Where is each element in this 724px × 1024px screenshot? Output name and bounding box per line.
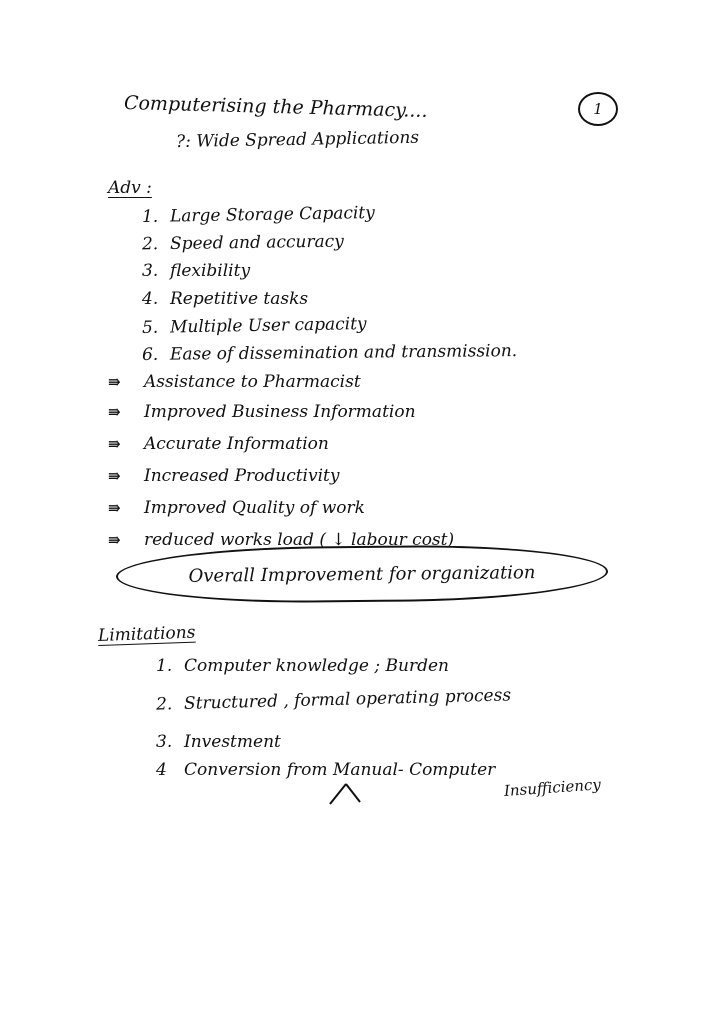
page-number: 1 xyxy=(593,100,603,118)
item-text: flexibility xyxy=(170,261,251,281)
arrow-icon: ⇛ xyxy=(108,531,121,549)
list-item xyxy=(108,466,339,486)
callout-text: Overall Improvement for organization xyxy=(188,561,536,587)
page-subtitle: ?: Wide Spread Applications xyxy=(175,127,420,152)
item-text: Large Storage Capacity xyxy=(169,202,375,227)
item-number: 1. xyxy=(141,206,159,228)
insufficiency-note: Insufficiency xyxy=(503,775,602,800)
item-number: 5. xyxy=(141,317,159,338)
branch-lines xyxy=(316,782,376,806)
arrow-icon: ⇛ xyxy=(108,403,121,421)
list-item xyxy=(142,203,375,227)
advantages-heading: Adv : xyxy=(108,178,152,198)
list-item xyxy=(142,341,517,365)
list-item xyxy=(108,372,361,392)
branch-right-line xyxy=(346,784,360,802)
item-number: 2. xyxy=(141,234,159,255)
arrow-icon: ⇛ xyxy=(108,467,121,485)
item-text: Improved Business Information xyxy=(144,402,416,422)
item-text: Computer knowledge ; Burden xyxy=(184,656,449,676)
list-item xyxy=(156,685,512,714)
list-item xyxy=(156,732,281,752)
item-number: 3. xyxy=(142,261,159,281)
branch-left-line xyxy=(330,784,346,804)
arrow-icon: ⇛ xyxy=(108,499,121,517)
item-number: 6. xyxy=(141,344,159,365)
item-number: 4. xyxy=(142,289,159,309)
arrow-icon: ⇛ xyxy=(108,373,121,391)
item-text: Multiple User capacity xyxy=(169,314,367,338)
item-text: Assistance to Pharmacist xyxy=(144,372,361,392)
item-text: Investment xyxy=(184,732,281,752)
list-item xyxy=(142,314,367,338)
item-number: 2. xyxy=(155,694,173,715)
limitations-heading: Limitations xyxy=(97,622,196,646)
overall-improvement-callout xyxy=(116,543,609,604)
list-item xyxy=(142,261,250,281)
item-text: Repetitive tasks xyxy=(170,289,309,309)
item-text: reduced works load ( ↓ labour cost) xyxy=(144,530,455,550)
item-number: 4 xyxy=(156,760,167,780)
list-item xyxy=(156,656,449,676)
list-item xyxy=(142,289,308,309)
item-text: Accurate Information xyxy=(144,434,329,454)
item-text: Increased Productivity xyxy=(144,466,340,486)
item-text: Speed and accuracy xyxy=(169,231,344,255)
item-text: Ease of dissemination and transmission. xyxy=(169,341,518,365)
item-text: Conversion from Manual- Computer xyxy=(184,760,496,780)
list-item xyxy=(108,434,329,454)
arrow-icon: ⇛ xyxy=(108,435,121,453)
list-item xyxy=(142,232,344,255)
item-text: Improved Quality of work xyxy=(144,498,365,518)
item-number: 3. xyxy=(156,732,173,752)
item-text: Structured , formal operating process xyxy=(183,685,512,714)
list-item xyxy=(156,760,495,780)
page-number-badge xyxy=(578,92,618,126)
list-item xyxy=(108,498,365,518)
item-number: 1. xyxy=(156,656,173,676)
list-item xyxy=(108,402,416,422)
page-title: Computerising the Pharmacy.... xyxy=(123,92,428,122)
